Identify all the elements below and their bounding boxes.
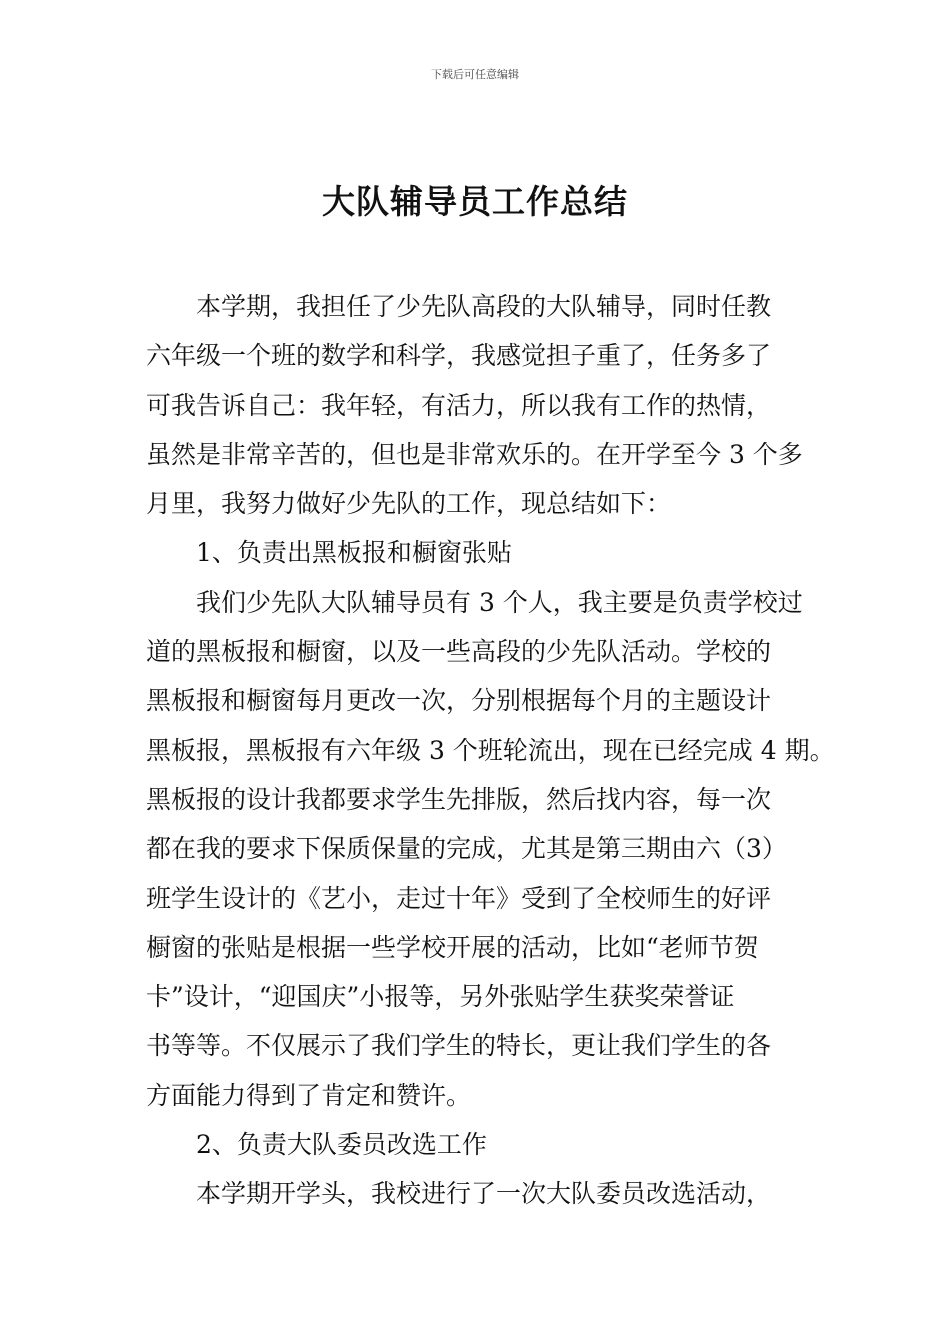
body-line: 六年级一个班的数学和科学，我感觉担子重了，任务多了 [146, 341, 772, 371]
body-line: 方面能力得到了肯定和赞许。 [146, 1080, 472, 1110]
body-line: 可我告诉自己：我年轻，有活力，所以我有工作的热情， [146, 390, 772, 420]
body-text [146, 282, 835, 1219]
body-line: 班学生设计的《艺小，走过十年》受到了全校师生的好评 [146, 883, 772, 913]
body-line: 我们少先队大队辅导员有 3 个人，我主要是负责学校过 [196, 587, 803, 617]
document-title: 大队辅导员工作总结 [322, 182, 628, 221]
body-line: 卡”设计，“迎国庆”小报等，另外张贴学生获奖荣誉证 [146, 982, 735, 1012]
body-line: 2、负责大队委员改选工作 [196, 1130, 487, 1160]
body-line: 道的黑板报和橱窗，以及一些高段的少先队活动。学校的 [146, 637, 772, 667]
body-line: 书等等。不仅展示了我们学生的特长，更让我们学生的各 [146, 1031, 772, 1061]
body-line: 虽然是非常辛苦的，但也是非常欢乐的。在开学至今 3 个多 [146, 439, 803, 469]
header-note: 下载后可任意编辑 [431, 68, 519, 81]
body-line: 黑板报，黑板报有六年级 3 个班轮流出，现在已经完成 4 期。 [146, 735, 835, 765]
body-line: 黑板报和橱窗每月更改一次，分别根据每个月的主题设计 [146, 686, 772, 716]
body-line: 都在我的要求下保质保量的完成，尤其是第三期由六（3） [146, 834, 787, 864]
body-line: 1、负责出黑板报和橱窗张贴 [196, 538, 512, 568]
body-line: 本学期开学头，我校进行了一次大队委员改选活动， [196, 1179, 772, 1209]
body-line: 橱窗的张贴是根据一些学校开展的活动，比如“老师节贺 [146, 932, 759, 962]
body-line: 月里，我努力做好少先队的工作，现总结如下： [146, 489, 672, 519]
body-line: 黑板报的设计我都要求学生先排版，然后找内容，每一次 [146, 784, 772, 814]
body-line: 本学期，我担任了少先队高段的大队辅导，同时任教 [196, 292, 772, 321]
